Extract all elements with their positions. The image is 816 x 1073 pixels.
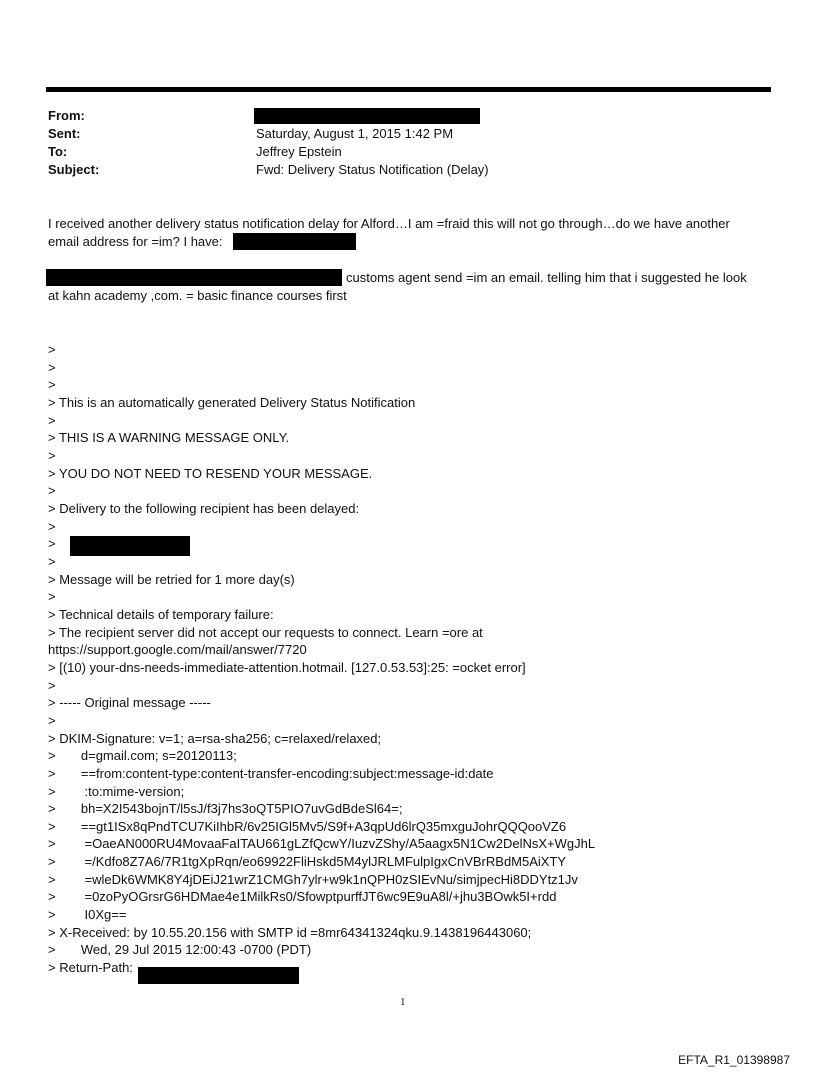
quoted-line: > [48, 447, 56, 463]
quoted-line: > [48, 589, 56, 605]
quoted-line: https://support.google.com/mail/answer/7720 [48, 642, 307, 658]
quoted-line: > [48, 677, 56, 693]
from-label: From: [48, 108, 85, 123]
quoted-line: > :to:mime-version; [48, 783, 185, 799]
quoted-line: > d=gmail.com; s=20120113; [48, 748, 237, 764]
quoted-line: > [48, 518, 56, 534]
quoted-line: > [48, 377, 56, 393]
quoted-line: > Message will be retried for 1 more day(s) [48, 571, 295, 587]
quoted-line: > [48, 553, 56, 569]
sent-value: Saturday, August 1, 2015 1:42 PM [256, 126, 454, 141]
quoted-line: > =OaeAN000RU4MovaaFaITAU661gLZfQcwY/IuzvZShy/A5aagx5N1Cw2DelNsX+WgJhL [48, 836, 596, 852]
quoted-line: > This is an automatically generated Delivery Status Notification [48, 394, 416, 410]
quoted-line: > [48, 342, 56, 357]
quoted-line: > ==from:content-type:content-transfer-encoding:subject:message-id:date [48, 765, 494, 781]
to-label: To: [48, 144, 68, 159]
quoted-line: > bh=X2I543bojnT/l5sJ/f3j7hs3oQT5PIO7uvGdBdeSl64=; [48, 801, 403, 817]
quoted-line: > =wleDk6WMK8Y4jDEiJ21wrZ1CMGh7ylr+w9k1nQPH0zSIEvNu/simjpecHi8DDYtz1Jv [48, 871, 578, 887]
quoted-line: > YOU DO NOT NEED TO RESEND YOUR MESSAGE. [48, 465, 373, 481]
quoted-line: > [48, 536, 56, 552]
quoted-line: > The recipient server did not accept our requests to connect. Learn =ore at [48, 624, 483, 640]
body-para2-line2: at kahn academy ,com. = basic finance courses first [48, 288, 347, 303]
page-number: 1 [400, 996, 406, 1008]
quoted-line: > Delivery to the following recipient has been delayed: [48, 500, 360, 516]
quoted-line: > Technical details of temporary failure: [48, 606, 274, 622]
subject-label: Subject: [48, 162, 100, 177]
body-para2-line1: customs agent send =im an email. telling him that i suggested he look [346, 270, 747, 285]
quoted-line: > [48, 412, 56, 428]
return-path-redaction [138, 967, 299, 984]
para2-redaction [46, 269, 342, 286]
from-redaction [254, 108, 480, 124]
quoted-line: > =/Kdfo8Z7A6/7R1tgXpRqn/eo69922FliHskd5M4ylJRLMFulpIgxCnVBrRBdM5AiXTY [48, 854, 567, 870]
quoted-line: > [48, 359, 56, 375]
quoted-line: > [(10) your-dns-needs-immediate-attention.hotmail. [127.0.53.53]:25: =ocket error] [48, 659, 526, 675]
sent-label: Sent: [48, 126, 81, 141]
body-para1-line1: I received another delivery status notification delay for Alford…I am =fraid this will not go through…do we have another [48, 216, 730, 231]
quoted-line: > Wed, 29 Jul 2015 12:00:43 -0700 (PDT) [48, 942, 312, 958]
bates-number: EFTA_R1_01398987 [678, 1053, 790, 1067]
email-redaction [233, 233, 356, 250]
quoted-line: > ----- Original message ----- [48, 695, 211, 711]
quoted-line: > DKIM-Signature: v=1; a=rsa-sha256; c=relaxed/relaxed; [48, 730, 382, 746]
quoted-line: > ==gt1ISx8qPndTCU7KiIhbR/6v25IGl5Mv5/S9f+A3qpUd6lrQ35mxguJohrQQQooVZ6 [48, 818, 567, 834]
recipient-redaction [70, 536, 190, 556]
quoted-line: > THIS IS A WARNING MESSAGE ONLY. [48, 430, 290, 446]
quoted-line: > I0Xg== [48, 907, 127, 923]
quoted-line: > =0zoPyOGrsrG6HDMae4e1MilkRs0/SfowptpurffJT6wc9E9uA8l/+jhu3BOwk5I+rdd [48, 889, 557, 905]
quoted-line: > [48, 483, 56, 499]
header-rule [46, 87, 771, 92]
quoted-line: > [48, 712, 56, 728]
subject-value: Fwd: Delivery Status Notification (Delay) [256, 162, 489, 177]
quoted-line: > Return-Path: [48, 960, 133, 976]
body-para1-line2: email address for =im? I have: [48, 234, 223, 249]
to-value: Jeffrey Epstein [256, 144, 342, 159]
quoted-line: > X-Received: by 10.55.20.156 with SMTP id =8mr64341324qku.9.1438196443060; [48, 924, 532, 940]
